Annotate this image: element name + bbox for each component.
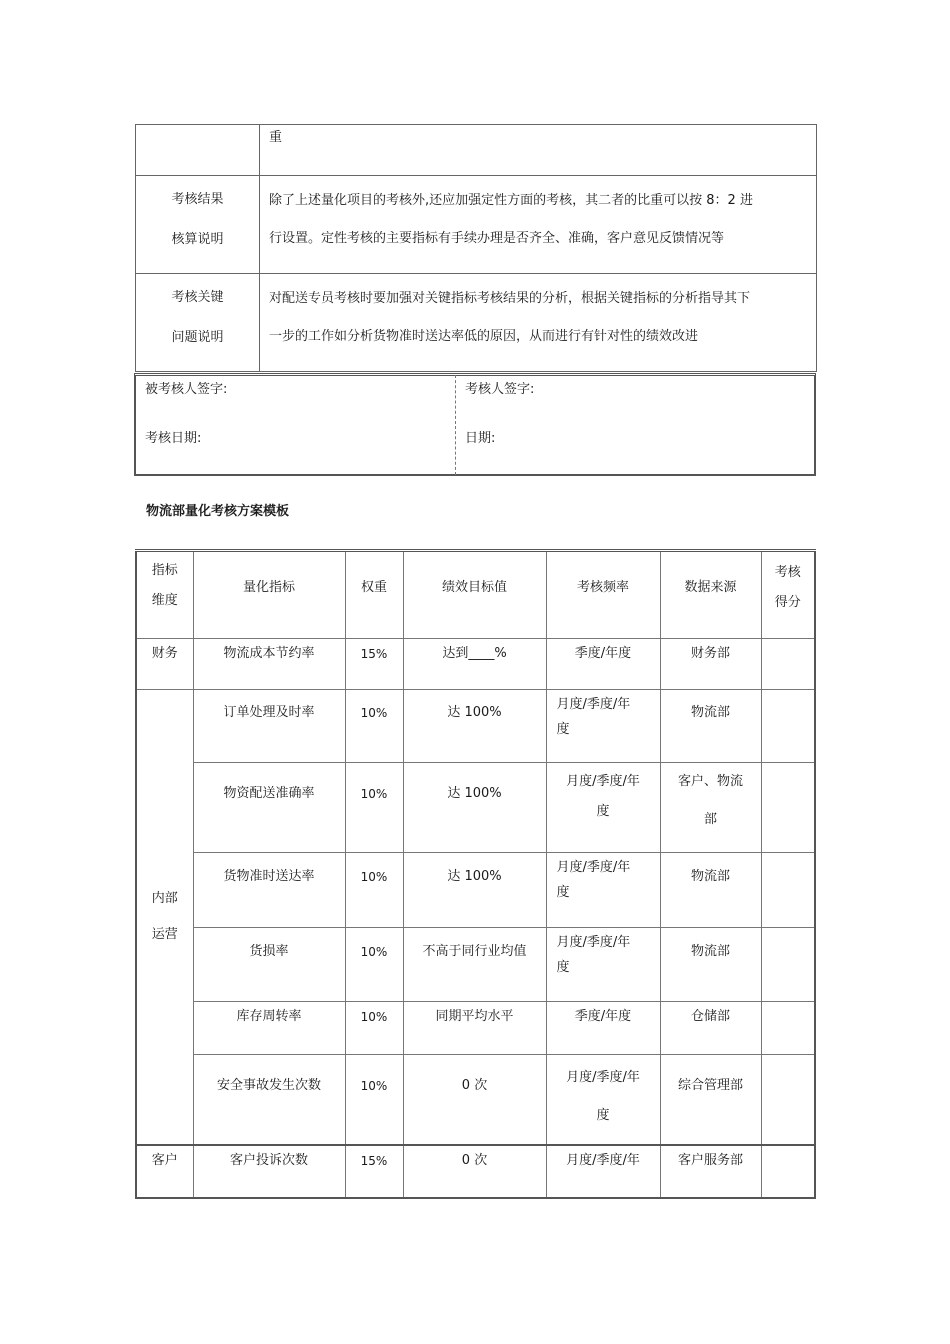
weight-cell: 10%	[345, 690, 403, 763]
freq-text: 度	[556, 722, 570, 737]
header-dimension	[136, 551, 193, 639]
header-source: 数据来源	[660, 551, 761, 639]
section-title: 物流部量化考核方案模板	[146, 504, 290, 519]
table-row	[136, 763, 815, 853]
header-indicator: 量化指标	[193, 551, 345, 639]
key-issue-label	[136, 274, 260, 372]
frequency-cell: 季度/年度	[546, 639, 660, 690]
label-line: 考核关键	[171, 290, 224, 305]
key-issue-text	[260, 274, 817, 372]
table-row	[136, 853, 815, 928]
table-row	[136, 1002, 815, 1055]
text-line: 除了上述量化项目的考核外,还应加强定性方面的考核，其二者的比重可以按 8：2 进	[269, 193, 753, 208]
source-cell	[660, 763, 761, 853]
table-row	[136, 1055, 815, 1145]
frequency-cell: 季度/年度	[546, 1002, 660, 1055]
weight-cell: 15%	[345, 639, 403, 690]
source-cell: 物流部	[660, 928, 761, 1002]
table-row	[136, 639, 815, 690]
table-row	[136, 176, 817, 274]
freq-text: 月度/季度/年	[556, 935, 631, 950]
weight-cell: 10%	[345, 763, 403, 853]
dimension-customer: 客户	[136, 1145, 193, 1198]
target-cell: 0 次	[403, 1055, 546, 1145]
target-cell: 0 次	[403, 1145, 546, 1198]
text-line: 行设置。定性考核的主要指标有手续办理是否齐全、准确，客户意见反馈情况等	[269, 231, 725, 246]
target-cell: 达 100%	[403, 690, 546, 763]
weight-cell: 15%	[345, 1145, 403, 1198]
source-cell: 物流部	[660, 853, 761, 928]
examiner-date-label: 日期:	[465, 431, 496, 446]
target-cell: 达到____%	[403, 639, 546, 690]
weight-cell: 10%	[345, 1055, 403, 1145]
dimension-internal-ops	[136, 690, 193, 1145]
score-cell[interactable]	[761, 1002, 815, 1055]
score-cell[interactable]	[761, 690, 815, 763]
header-text: 指标	[151, 563, 178, 578]
freq-text: 月度/季度/年	[556, 860, 631, 875]
header-weight: 权重	[345, 551, 403, 639]
evaluation-notes-table	[135, 124, 817, 372]
header-frequency: 考核频率	[546, 551, 660, 639]
target-cell: 不高于同行业均值	[403, 928, 546, 1002]
source-cell: 物流部	[660, 690, 761, 763]
frequency-cell	[546, 690, 660, 763]
indicator-cell: 物资配送准确率	[193, 763, 345, 853]
examinee-date-label: 考核日期:	[145, 431, 202, 446]
table-row	[136, 1145, 815, 1198]
label-line: 问题说明	[171, 330, 224, 345]
table-row	[136, 928, 815, 1002]
score-cell[interactable]	[761, 928, 815, 1002]
source-cell: 财务部	[660, 639, 761, 690]
label-line: 核算说明	[171, 232, 224, 247]
kpi-table	[135, 549, 816, 1199]
freq-text: 月度/季度/年	[566, 774, 640, 789]
weight-cell: 10%	[345, 853, 403, 928]
freq-text: 月度/季度/年	[556, 697, 631, 712]
frequency-cell	[546, 853, 660, 928]
text-line: 一步的工作如分析货物准时送达率低的原因，从而进行有针对性的绩效改进	[269, 329, 699, 344]
frequency-cell: 月度/季度/年	[546, 1145, 660, 1198]
table-row	[136, 274, 817, 372]
indicator-cell: 物流成本节约率	[193, 639, 345, 690]
source-text: 客户、物流	[677, 774, 743, 789]
indicator-cell: 客户投诉次数	[193, 1145, 345, 1198]
notes-label-cell	[136, 125, 260, 176]
frequency-cell	[546, 928, 660, 1002]
dimension-finance: 财务	[136, 639, 193, 690]
header-text: 得分	[774, 595, 801, 610]
indicator-cell: 货损率	[193, 928, 345, 1002]
signature-divider	[455, 375, 456, 475]
notes-text-cell: 重	[260, 125, 817, 176]
result-calc-text	[260, 176, 817, 274]
score-cell[interactable]	[761, 1145, 815, 1198]
score-cell[interactable]	[761, 763, 815, 853]
table-row	[136, 125, 817, 176]
indicator-cell: 订单处理及时率	[193, 690, 345, 763]
group-text: 运营	[151, 926, 178, 942]
indicator-cell: 库存周转率	[193, 1002, 345, 1055]
freq-text: 度	[596, 804, 610, 819]
header-text: 维度	[151, 593, 178, 608]
header-score	[761, 551, 815, 639]
freq-text: 度	[556, 885, 570, 900]
weight-cell: 10%	[345, 1002, 403, 1055]
label-line: 考核结果	[171, 192, 224, 207]
freq-text: 月度/季度/年	[566, 1070, 640, 1085]
target-cell: 达 100%	[403, 853, 546, 928]
examinee-sign-label: 被考核人签字:	[145, 382, 228, 397]
header-row	[136, 551, 815, 639]
source-cell: 综合管理部	[660, 1055, 761, 1145]
score-cell[interactable]	[761, 853, 815, 928]
header-target: 绩效目标值	[403, 551, 546, 639]
score-cell[interactable]	[761, 639, 815, 690]
source-cell: 客户服务部	[660, 1145, 761, 1198]
freq-text: 度	[596, 1108, 610, 1123]
text-line: 对配送专员考核时要加强对关键指标考核结果的分析，根据关键指标的分析指导其下	[269, 291, 751, 306]
frequency-cell	[546, 1055, 660, 1145]
target-cell: 同期平均水平	[403, 1002, 546, 1055]
table-row	[136, 690, 815, 763]
indicator-cell: 货物准时送达率	[193, 853, 345, 928]
source-cell: 仓储部	[660, 1002, 761, 1055]
header-text: 考核	[774, 565, 801, 580]
examiner-sign-label: 考核人签字:	[465, 382, 535, 397]
group-text: 内部	[151, 890, 178, 906]
freq-text: 度	[556, 960, 570, 975]
frequency-cell	[546, 763, 660, 853]
target-cell: 达 100%	[403, 763, 546, 853]
score-cell[interactable]	[761, 1055, 815, 1145]
weight-cell: 10%	[345, 928, 403, 1002]
result-calc-label	[136, 176, 260, 274]
indicator-cell: 安全事故发生次数	[193, 1055, 345, 1145]
source-text: 部	[703, 812, 717, 827]
